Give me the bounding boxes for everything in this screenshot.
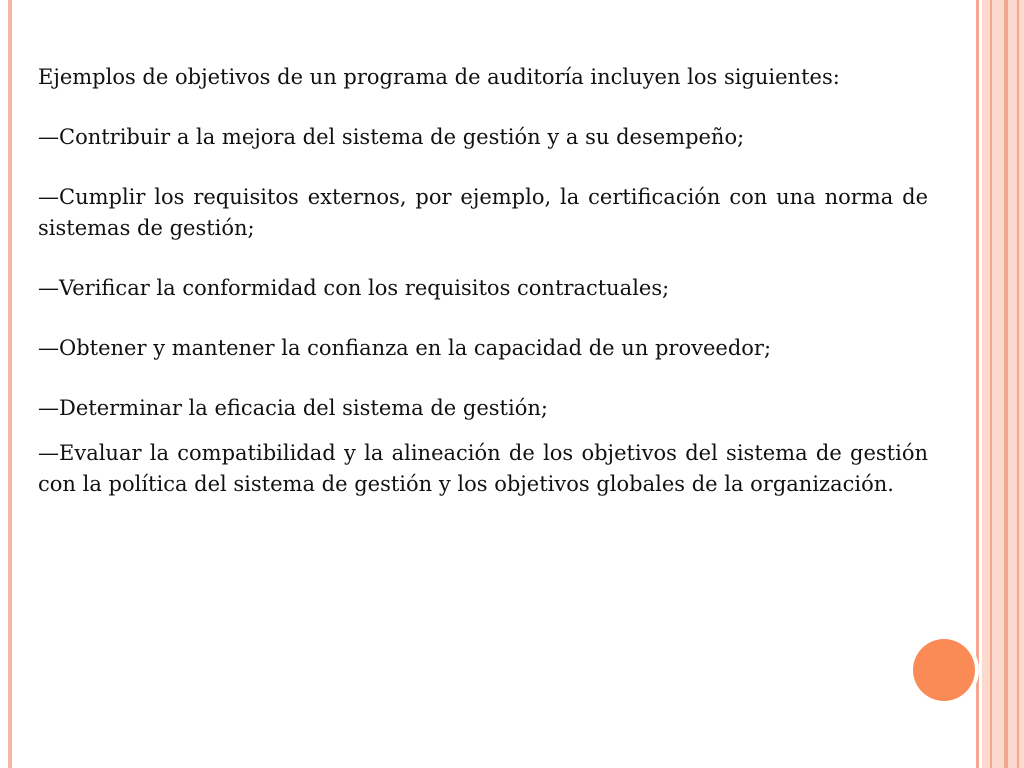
right-decorative-line	[1004, 0, 1008, 768]
right-decorative-line	[1017, 0, 1019, 768]
objective-item-5: —Determinar la eficacia del sistema de gestión;	[38, 396, 548, 420]
accent-circle	[913, 639, 975, 701]
right-decorative-line	[976, 0, 979, 768]
intro-paragraph: Ejemplos de objetivos de un programa de auditoría incluyen los siguientes:	[38, 65, 840, 89]
objective-item-1: —Contribuir a la mejora del sistema de gestión y a su desempeño;	[38, 125, 745, 149]
right-decorative-line	[990, 0, 992, 768]
objective-item-4: —Obtener y mantener la confianza en la capacidad de un proveedor;	[38, 336, 772, 360]
objective-item-3: —Verificar la conformidad con los requisitos contractuales;	[38, 276, 670, 300]
slide-body	[38, 62, 928, 529]
left-decorative-stripe	[8, 0, 12, 768]
objective-item-6: —Evaluar la compatibilidad y la alineación de los objetivos del sistema de gestión con la política del sistema de gestión y los objetivos globales de la organización.	[38, 441, 928, 496]
objective-item-2: —Cumplir los requisitos externos, por ejemplo, la certificación con una norma de sistemas de gestión;	[38, 185, 928, 240]
